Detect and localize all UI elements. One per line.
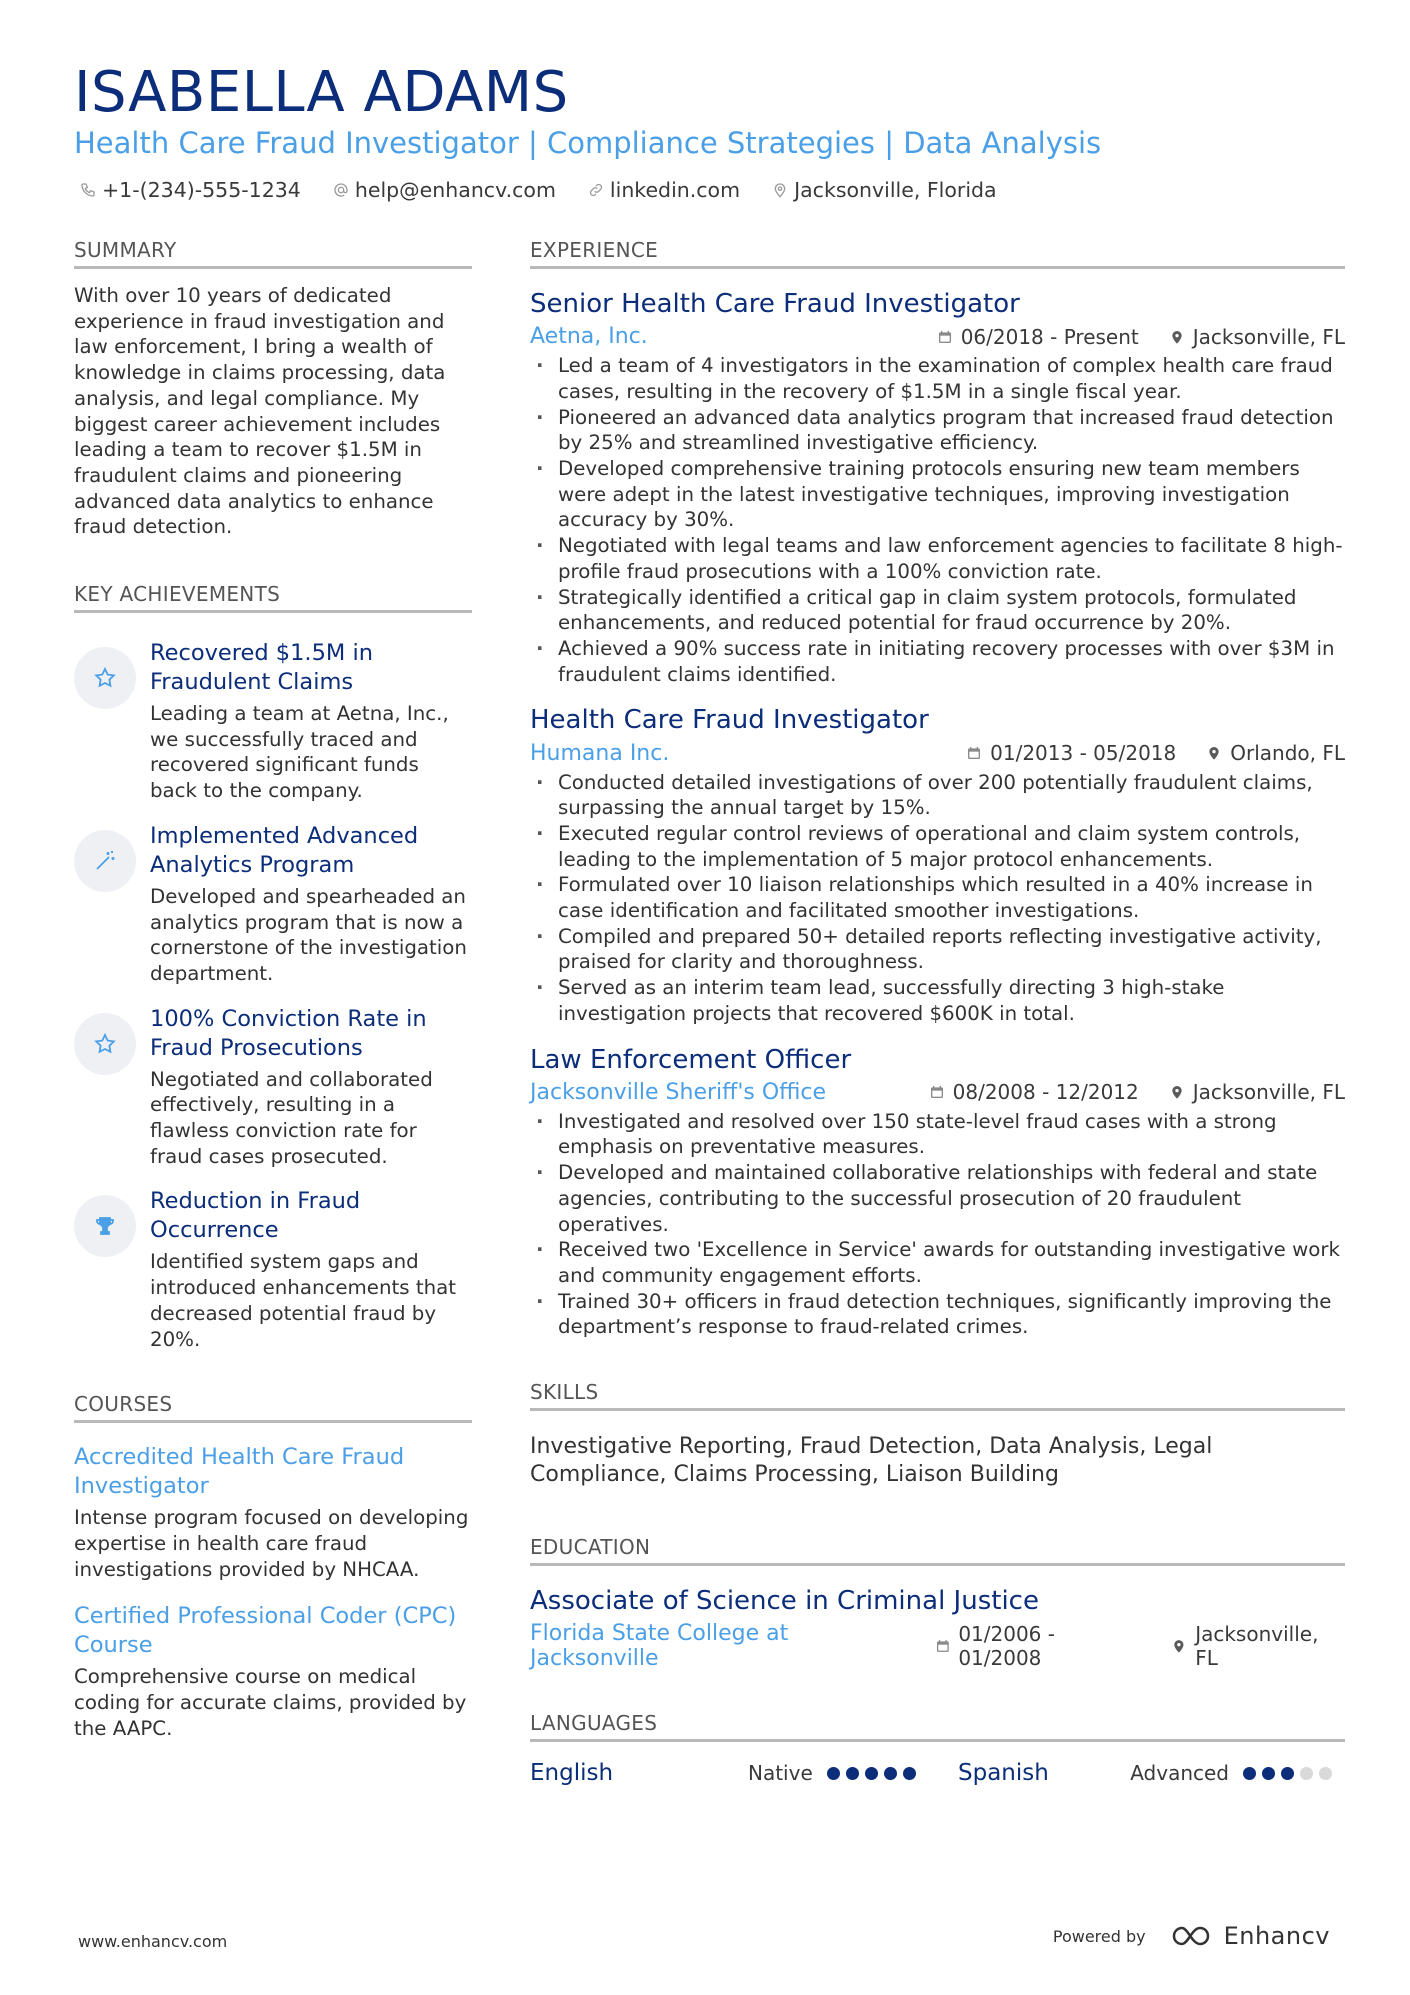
job-dates: 08/2008 - 12/2012 xyxy=(952,1080,1139,1105)
rating-dot-empty xyxy=(1300,1767,1313,1780)
job-title: Senior Health Care Fraud Investigator xyxy=(530,289,1020,319)
degree-title: Associate of Science in Criminal Justice xyxy=(530,1586,1039,1617)
footer-brand xyxy=(1053,1922,1330,1950)
job-bullets xyxy=(530,1109,1345,1340)
rating-dot-filled xyxy=(1243,1767,1256,1780)
calendar-icon xyxy=(929,1084,945,1100)
location-pin-icon xyxy=(772,182,788,198)
language-rating xyxy=(827,1767,922,1780)
link-icon xyxy=(588,182,604,198)
job-bullet: · Pioneered an advanced data analytics program that increased fraud detection by 25% and streamlined investigative efficiency. xyxy=(530,405,1345,456)
achievement-item xyxy=(74,1187,472,1352)
location-pin-icon xyxy=(1171,1638,1187,1654)
achievement-desc: Leading a team at Aetna, Inc., we successfully traced and recovered significant funds back to the company. xyxy=(150,702,449,803)
experience-heading: EXPERIENCE xyxy=(530,238,1345,269)
location-pin-icon xyxy=(1206,745,1222,761)
job-bullet: · Investigated and resolved over 150 state-level fraud cases with a strong emphasis on preventative measures. xyxy=(530,1109,1345,1160)
job-entry xyxy=(530,289,1345,687)
education-dates: 01/2006 - 01/2008 xyxy=(958,1622,1055,1671)
courses-heading: COURSES xyxy=(74,1392,472,1423)
job-bullet: · Formulated over 10 liaison relationships which resulted in a 40% increase in case identification and facilitated smoother investigations. xyxy=(530,872,1345,923)
language-name: Spanish xyxy=(958,1760,1049,1787)
candidate-tagline: Health Care Fraud Investigator | Compliance Strategies | Data Analysis xyxy=(74,126,1102,160)
magic-wand-icon xyxy=(74,830,136,892)
job-bullet: · Trained 30+ officers in fraud detection techniques, significantly improving the department’s response to fraud-related crimes. xyxy=(530,1289,1345,1340)
achievements-heading: KEY ACHIEVEMENTS xyxy=(74,582,472,613)
job-bullet: · Conducted detailed investigations of over 200 potentially fraudulent claims, surpassing the annual target by 15%. xyxy=(530,770,1345,821)
job-title: Law Enforcement Officer xyxy=(530,1044,852,1075)
skills-text: Investigative Reporting, Fraud Detection, Data Analysis, Legal Compliance, Claims Processing, Liaison Building xyxy=(530,1434,1213,1488)
school-name: Florida State College at Jacksonville xyxy=(530,1621,789,1672)
education-entry xyxy=(530,1586,1345,1671)
email-text: help@enhancv.com xyxy=(354,178,556,202)
course-desc: Intense program focused on developing expertise in health care fraud investigations provided by NHCAA. xyxy=(74,1506,469,1581)
rating-dot-empty xyxy=(1319,1767,1332,1780)
language-name: English xyxy=(530,1760,614,1787)
job-entry xyxy=(530,705,1345,1026)
achievement-title: Recovered $1.5M in Fraudulent Claims xyxy=(150,640,373,696)
achievement-desc: Negotiated and collaborated effectively, resulting in a flawless conviction rate for fraud cases prosecuted. xyxy=(150,1067,433,1168)
phone-text: +1-(234)-555-1234 xyxy=(102,178,301,202)
job-bullet: · Strategically identified a critical gap in claim system protocols, formulated enhancements, and reduced potential for fraud occurrence by 20%. xyxy=(530,585,1345,636)
contact-linkedin[interactable] xyxy=(588,178,740,202)
language-item xyxy=(530,1760,958,1786)
job-location: Orlando, FL xyxy=(1230,741,1345,766)
contact-email[interactable] xyxy=(333,178,556,202)
education-location: Jacksonville, FL xyxy=(1195,1622,1319,1671)
company-name: Aetna, Inc. xyxy=(530,324,648,350)
job-bullets xyxy=(530,353,1345,687)
calendar-icon xyxy=(935,1638,951,1654)
location-pin-icon xyxy=(1169,329,1185,345)
job-bullet: · Compiled and prepared 50+ detailed reports reflecting investigative activity, praised for clarity and thoroughness. xyxy=(530,924,1345,975)
trophy-icon xyxy=(74,1195,136,1257)
summary-text: With over 10 years of dedicated experience in fraud investigation and law enforcement, I bring a wealth of knowledge in claims processing, data analysis, and legal compliance. My biggest career achievement includes leading a team to recover $1.5M in fraudulent claims and pioneering advanced data analytics to enhance fraud detection. xyxy=(74,284,446,539)
footer-website[interactable]: www.enhancv.com xyxy=(78,1932,228,1951)
enhancv-logo-icon xyxy=(1170,1922,1216,1950)
contact-phone xyxy=(80,178,301,202)
course-item xyxy=(74,1602,472,1741)
at-icon xyxy=(333,182,349,198)
achievement-title: Implemented Advanced Analytics Program xyxy=(150,822,419,878)
job-bullet: · Developed and maintained collaborative relationships with federal and state agencies, contributing to the successful prosecution of 20 fraudulent operatives. xyxy=(530,1160,1345,1237)
job-bullet: · Served as an interim team lead, successfully directing 3 high-stake investigation projects that recovered $600K in total. xyxy=(530,975,1345,1026)
star-icon xyxy=(74,1013,136,1075)
course-title: Accredited Health Care Fraud Investigator xyxy=(74,1444,405,1500)
language-rating xyxy=(1243,1767,1338,1780)
language-level: Advanced xyxy=(1130,1761,1229,1786)
rating-dot-filled xyxy=(865,1767,878,1780)
language-level: Native xyxy=(748,1761,813,1786)
phone-icon xyxy=(80,182,96,198)
skills-heading: SKILLS xyxy=(530,1380,1345,1411)
job-dates: 01/2013 - 05/2018 xyxy=(990,741,1177,766)
job-bullet: · Executed regular control reviews of operational and claim system controls, leading to the implementation of 5 major protocol enhancements. xyxy=(530,821,1345,872)
right-column xyxy=(530,238,1345,1786)
job-bullet: · Led a team of 4 investigators in the examination of complex health care fraud cases, resulting in the recovery of $1.5M in a single fiscal year. xyxy=(530,353,1345,404)
achievement-item xyxy=(74,639,472,804)
calendar-icon xyxy=(966,745,982,761)
job-title: Health Care Fraud Investigator xyxy=(530,705,929,736)
location-text: Jacksonville, Florida xyxy=(794,178,997,202)
rating-dot-filled xyxy=(846,1767,859,1780)
job-location: Jacksonville, FL xyxy=(1192,1080,1345,1105)
star-icon xyxy=(74,647,136,709)
candidate-name: ISABELLA ADAMS xyxy=(74,60,569,125)
job-dates: 06/2018 - Present xyxy=(960,324,1139,349)
rating-dot-filled xyxy=(1281,1767,1294,1780)
rating-dot-filled xyxy=(903,1767,916,1780)
rating-dot-filled xyxy=(1262,1767,1275,1780)
job-bullet: · Received two 'Excellence in Service' awards for outstanding investigative work and community engagement efforts. xyxy=(530,1237,1345,1288)
languages-row xyxy=(530,1760,1345,1786)
job-bullets xyxy=(530,770,1345,1027)
job-bullet: · Achieved a 90% success rate in initiating recovery processes with over $3M in fraudulent claims identified. xyxy=(530,636,1345,687)
course-title: Certified Professional Coder (CPC) Course xyxy=(74,1603,457,1659)
powered-by-text: Powered by xyxy=(1052,1926,1146,1946)
education-heading: EDUCATION xyxy=(530,1535,1345,1566)
achievement-title: Reduction in Fraud Occurrence xyxy=(150,1188,361,1244)
job-entry xyxy=(530,1045,1345,1341)
achievement-item xyxy=(74,1005,472,1170)
job-bullet: · Developed comprehensive training protocols ensuring new team members were adept in the latest investigative techniques, improving investigation accuracy by 30%. xyxy=(530,456,1345,533)
left-column xyxy=(74,238,472,1742)
calendar-icon xyxy=(937,329,953,345)
company-name: Jacksonville Sheriff's Office xyxy=(530,1079,827,1105)
linkedin-text: linkedin.com xyxy=(609,178,741,202)
brand-name: Enhancv xyxy=(1223,1922,1330,1950)
course-item xyxy=(74,1443,472,1582)
rating-dot-filled xyxy=(827,1767,840,1780)
contact-location xyxy=(772,178,997,202)
job-location: Jacksonville, FL xyxy=(1192,324,1345,349)
languages-heading: LANGUAGES xyxy=(530,1711,1345,1742)
job-bullet: · Negotiated with legal teams and law enforcement agencies to facilitate 8 high-profile fraud prosecutions with a 100% conviction rate. xyxy=(530,533,1345,584)
company-name: Humana Inc. xyxy=(530,740,670,766)
course-desc: Comprehensive course on medical coding for accurate claims, provided by the AAPC. xyxy=(74,1665,467,1740)
achievement-title: 100% Conviction Rate in Fraud Prosecutions xyxy=(150,1005,427,1061)
achievement-desc: Developed and spearheaded an analytics program that is now a cornerstone of the investigation department. xyxy=(150,884,467,985)
language-item xyxy=(958,1760,1338,1786)
summary-heading: SUMMARY xyxy=(74,238,472,269)
location-pin-icon xyxy=(1169,1084,1185,1100)
contact-bar xyxy=(80,178,1029,202)
achievement-desc: Identified system gaps and introduced enhancements that decreased potential fraud by 20%. xyxy=(150,1250,457,1351)
achievement-item xyxy=(74,822,472,987)
rating-dot-filled xyxy=(884,1767,897,1780)
